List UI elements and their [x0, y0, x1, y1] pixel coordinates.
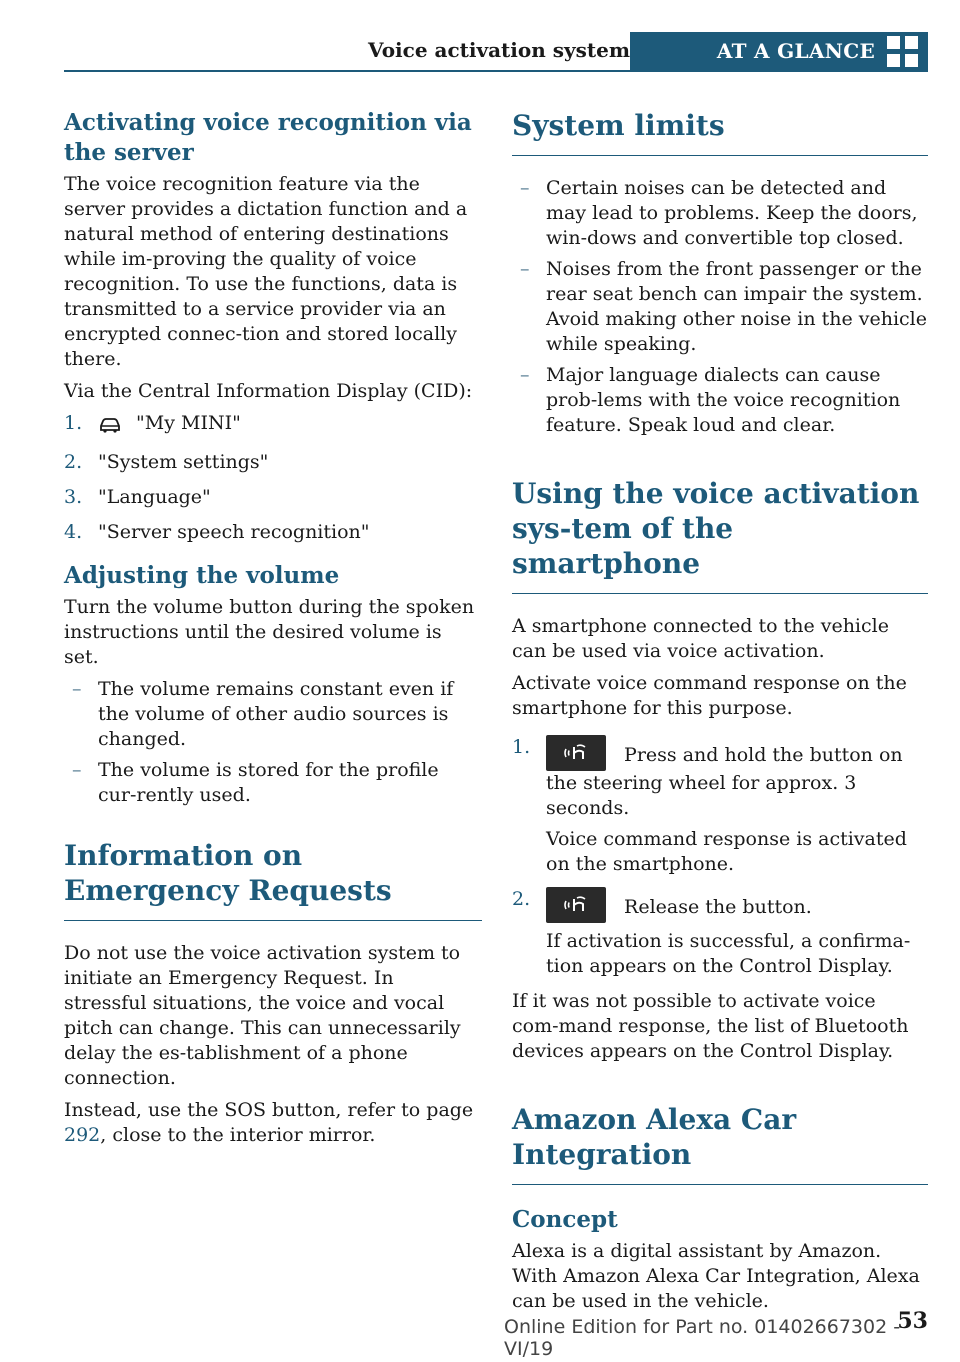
step-number: 4. [64, 521, 83, 543]
section-rule [512, 1184, 928, 1185]
step-text: Press and hold the button on the steering wheel for approx. 3 seconds. [546, 744, 903, 819]
step-number: 1. [512, 736, 531, 758]
paragraph-concept: Alexa is a digital assistant by Amazon. With Amazon Alexa Car Integration, Alexa can be used in the vehicle. [512, 1240, 920, 1312]
heading-volume: Adjusting the volume [64, 562, 340, 589]
step-text: "System settings" [98, 451, 269, 473]
heading-smartphone: Using the voice activation sys‐tem of the smartphone [512, 477, 920, 580]
page-number: 53 [897, 1308, 928, 1334]
voice-button-icon [546, 735, 606, 771]
heading-concept: Concept [512, 1206, 618, 1233]
step-note: If activation is successful, a confirma‐tion appears on the Control Display. [546, 930, 911, 977]
step-note: Voice command response is activated on the smartphone. [546, 828, 907, 875]
paragraph-instead: Instead, use the SOS button, refer to page 292, close to the interior mirror. [64, 1099, 474, 1146]
list-item [64, 520, 482, 545]
smartphone-steps-list [512, 735, 928, 979]
heading-emergency: Information on Emergency Requests [64, 839, 392, 907]
list-item: – Certain noises can be detected and may lead to problems. Keep the doors, win‐dows and convertible top closed. [520, 177, 918, 249]
grid-icon [887, 36, 918, 67]
list-item: – Major language dialects can cause prob‐lems with the voice recognition feature. Speak loud and clear. [520, 364, 901, 436]
footer-edition: Online Edition for Part no. 01402667302 - VI/19 [504, 1316, 901, 1360]
section-rule [512, 593, 928, 594]
list-item [512, 735, 928, 877]
step-number: 2. [64, 451, 83, 473]
bullet-text: Major language dialects can cause prob‐lems with the voice recognition feature. Speak loud and clear. [546, 364, 901, 436]
heading-alexa: Amazon Alexa Car Integration [512, 1103, 797, 1171]
step-text: "Server speech recognition" [98, 521, 370, 543]
right-column [512, 108, 928, 1321]
paragraph-activating: The voice recognition feature via the server provides a dictation function and a natural method of entering destinations while im‐proving the quality of voice recognition. To use the functions, data is transmitted to a service provider via an encrypted connec‐tion and stored locally there. [64, 173, 468, 370]
header-rule [64, 70, 928, 72]
list-item [64, 485, 482, 510]
list-item: – Noises from the front passenger or the rear seat bench can impair the system. Avoid making other noise in the vehicle while speaking. [520, 258, 928, 355]
list-item [512, 887, 928, 979]
header-section-title: Voice activation system [368, 38, 630, 62]
voice-button-icon [546, 887, 606, 923]
paragraph-smartphone-2: Activate voice command response on the smartphone for this purpose. [512, 672, 907, 719]
paragraph-smartphone-1: A smartphone connected to the vehicle can be used via voice activation. [512, 615, 889, 662]
step-number: 3. [64, 486, 83, 508]
list-item: – The volume is stored for the profile cur‐rently used. [72, 759, 439, 806]
car-icon [98, 415, 124, 440]
list-item [64, 411, 482, 440]
header-tab [630, 32, 928, 70]
header-tab-label: AT A GLANCE [716, 39, 875, 63]
heading-system-limits: System limits [512, 109, 725, 142]
step-number: 2. [512, 888, 531, 910]
volume-bullets [64, 677, 482, 808]
cid-steps-list [64, 411, 482, 545]
paragraph-volume: Turn the volume button during the spoken instructions until the desired volume is set. [64, 596, 475, 668]
step-text: "Language" [98, 486, 211, 508]
bullet-text: The volume remains constant even if the volume of other audio sources is changed. [98, 678, 454, 750]
paragraph-via-cid: Via the Central Information Display (CID): [64, 380, 473, 402]
bullet-text: Noises from the front passenger or the rear seat bench can impair the system. Avoid making other noise in the vehicle while speaking. [546, 258, 928, 355]
bullet-text: The volume is stored for the profile cur‐rently used. [98, 759, 439, 806]
step-text: "My MINI" [136, 412, 241, 434]
paragraph-emergency: Do not use the voice activation system to initiate an Emergency Request. In stressful situations, the voice and vocal pitch can change. This can unnecessarily delay the es‐tablishment of a phone connection. [64, 942, 461, 1089]
list-item [64, 450, 482, 475]
page-link[interactable]: 292 [64, 1124, 101, 1146]
step-number: 1. [64, 412, 83, 434]
section-rule [64, 920, 482, 921]
heading-activating: Activating voice recognition via the server [64, 109, 472, 166]
section-rule [512, 155, 928, 156]
bullet-text: Certain noises can be detected and may lead to problems. Keep the doors, win‐dows and convertible top closed. [546, 177, 918, 249]
left-column [64, 108, 482, 1155]
limits-bullets [512, 176, 928, 438]
page-header [64, 32, 928, 72]
list-item: – The volume remains constant even if the volume of other audio sources is changed. [72, 678, 454, 750]
step-text: Release the button. [624, 896, 812, 918]
paragraph-smartphone-3: If it was not possible to activate voice com‐mand response, the list of Bluetooth devices appears on the Control Display. [512, 990, 909, 1062]
